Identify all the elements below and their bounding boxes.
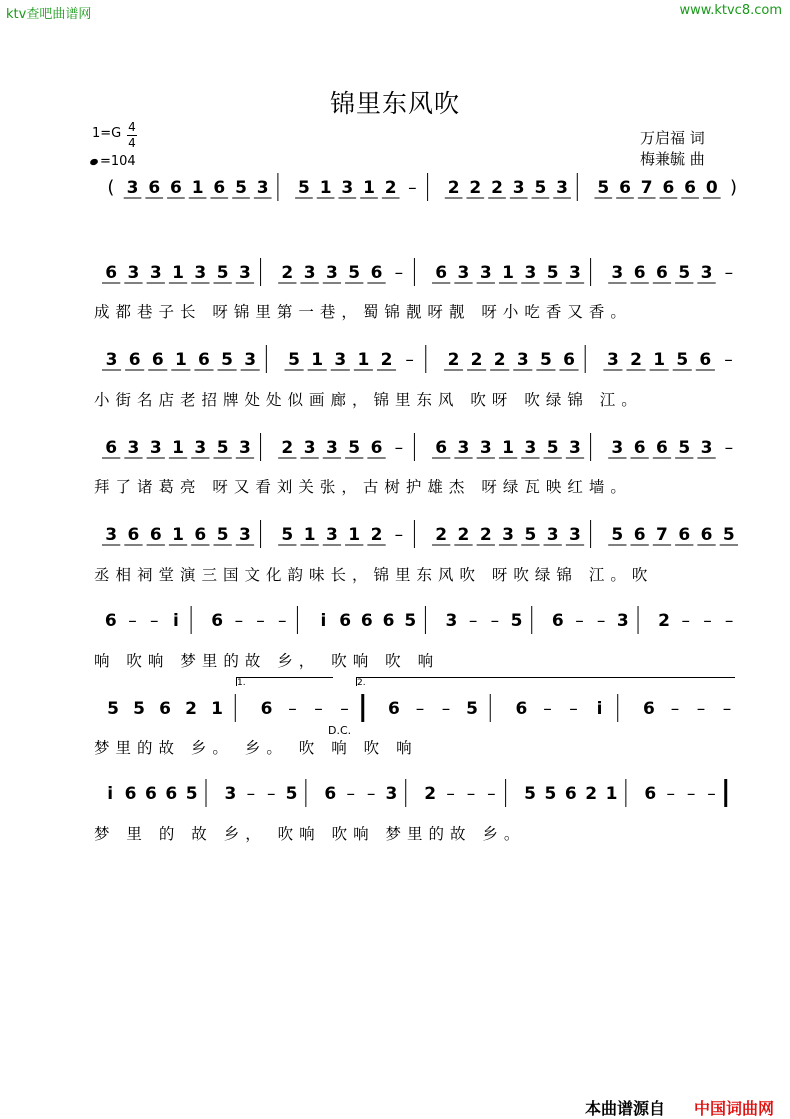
- note: 7: [640, 178, 653, 198]
- note: 2: [435, 525, 448, 545]
- notation-svg: [92, 256, 737, 290]
- note: 6: [145, 784, 157, 804]
- lyric-line-4: 丞相祠堂演三国文化韵味长，锦里东风吹 呀吹绿锦 江。吹: [94, 566, 654, 584]
- note: 3: [244, 350, 257, 370]
- note: 6: [699, 350, 712, 370]
- note: 5: [221, 350, 233, 370]
- extension-dash: –: [466, 784, 476, 804]
- notation-row-6: [92, 604, 737, 638]
- note: 6: [551, 611, 564, 631]
- note: 2: [380, 350, 393, 370]
- note: 5: [285, 784, 298, 804]
- note: 5: [597, 178, 610, 198]
- note: 5: [466, 699, 478, 719]
- notation-row-3: [92, 343, 737, 377]
- note: 6: [515, 699, 528, 719]
- note: 3: [385, 784, 398, 804]
- note: 5: [510, 611, 523, 631]
- extension-dash: –: [394, 438, 404, 458]
- note: 3: [616, 611, 629, 631]
- notation-svg: [92, 343, 737, 377]
- note: 5: [288, 350, 301, 370]
- notation-svg: [92, 518, 737, 552]
- notation-row-7: [92, 692, 737, 726]
- notation-svg: [92, 171, 737, 205]
- notation-svg: [92, 777, 737, 811]
- note: 5: [524, 784, 536, 804]
- note: 5: [348, 438, 361, 458]
- note: 5: [676, 350, 689, 370]
- extension-dash: –: [666, 784, 675, 804]
- note: 5: [298, 178, 310, 198]
- note: 3: [325, 525, 338, 545]
- tempo-marking: [90, 154, 136, 169]
- extension-dash: –: [487, 784, 496, 804]
- note: 0: [705, 178, 718, 198]
- note: 1: [502, 263, 515, 283]
- note: 3: [105, 525, 118, 545]
- note: 3: [457, 263, 470, 283]
- note: 5: [281, 525, 294, 545]
- note: 6: [124, 784, 137, 804]
- notation-svg: [92, 431, 737, 465]
- extension-dash: –: [405, 350, 414, 370]
- note: 5: [539, 350, 552, 370]
- extension-dash: –: [681, 611, 691, 631]
- extension-dash: –: [408, 178, 417, 198]
- note: 3: [303, 263, 316, 283]
- notation-row-2: [92, 256, 737, 290]
- note: 2: [457, 525, 470, 545]
- watermark-right: www.ktvc8.com: [679, 3, 782, 18]
- lyric-line-6: 梦里的故 乡。 乡。 吹 响 吹 响: [94, 739, 418, 757]
- note: 5: [133, 699, 145, 719]
- note: 5: [678, 263, 691, 283]
- note: 2: [491, 178, 503, 198]
- note: 5: [107, 699, 119, 719]
- note: 2: [470, 350, 483, 370]
- note: 2: [281, 438, 294, 458]
- key-signature: 1=G: [92, 126, 122, 141]
- note: 3: [524, 263, 537, 283]
- note: 2: [281, 263, 294, 283]
- note: 2: [447, 178, 460, 198]
- note: 6: [564, 784, 577, 804]
- note: 6: [656, 438, 668, 458]
- extension-dash: –: [490, 611, 500, 631]
- note: 5: [524, 525, 537, 545]
- note: 3: [239, 438, 251, 458]
- note: 1: [172, 525, 184, 545]
- note: 1: [348, 525, 361, 545]
- note: 1: [211, 699, 223, 719]
- extension-dash: –: [394, 263, 404, 283]
- note: 5: [404, 611, 417, 631]
- note: 3: [239, 525, 251, 545]
- extension-dash: –: [446, 784, 455, 804]
- note: 6: [633, 525, 646, 545]
- note: 2: [469, 178, 482, 198]
- note: 3: [479, 263, 492, 283]
- note: 6: [151, 350, 164, 370]
- note: 3: [149, 438, 162, 458]
- note: 2: [630, 350, 642, 370]
- note: 3: [127, 263, 140, 283]
- note: 3: [194, 263, 207, 283]
- notation-row-1: [92, 171, 737, 205]
- note: 6: [149, 525, 162, 545]
- note: 5: [544, 784, 557, 804]
- extension-dash: –: [696, 699, 706, 719]
- note: 2: [370, 525, 383, 545]
- footer-site: 中国词曲网: [694, 1099, 775, 1118]
- note: i: [173, 611, 179, 631]
- note: 6: [213, 178, 226, 198]
- note: 6: [198, 350, 210, 370]
- note: 1: [303, 525, 316, 545]
- repeat-paren: ): [729, 177, 738, 198]
- note: i: [596, 699, 603, 719]
- note: 6: [105, 438, 118, 458]
- note: 3: [700, 263, 713, 283]
- note: 1: [357, 350, 370, 370]
- note: 5: [216, 438, 229, 458]
- note: 3: [457, 438, 470, 458]
- extension-dash: –: [256, 611, 265, 631]
- notation-row-4: [92, 431, 737, 465]
- quarter-note-icon: [89, 157, 99, 165]
- extension-dash: –: [314, 699, 323, 719]
- note: 6: [643, 699, 655, 719]
- note: 5: [348, 263, 361, 283]
- lyricist-credit: 万启福 词: [640, 129, 705, 147]
- note: 1: [191, 178, 204, 198]
- note: 5: [185, 784, 198, 804]
- extension-dash: –: [394, 525, 404, 545]
- page-title: 锦里东风吹: [329, 89, 460, 118]
- extension-dash: –: [346, 784, 355, 804]
- note: 6: [127, 525, 140, 545]
- extension-dash: –: [441, 699, 451, 719]
- note: 3: [546, 525, 559, 545]
- lyric-line-7: 梦 里 的 故 乡， 吹响 吹响 梦里的故 乡。: [94, 825, 526, 843]
- note: 2: [447, 350, 460, 370]
- note: 3: [126, 178, 139, 198]
- extension-dash: –: [722, 699, 732, 719]
- note: i: [107, 784, 114, 804]
- note: 3: [239, 263, 251, 283]
- note: 1: [172, 438, 184, 458]
- extension-dash: –: [575, 611, 584, 631]
- note: 3: [611, 438, 624, 458]
- note: 1: [311, 350, 324, 370]
- note: 6: [435, 263, 448, 283]
- note: 3: [569, 263, 581, 283]
- note: 5: [678, 438, 691, 458]
- note: 3: [303, 438, 316, 458]
- time-signature: [127, 120, 137, 151]
- meter-top: 4: [128, 120, 136, 134]
- note: 3: [341, 178, 354, 198]
- extension-dash: –: [543, 699, 552, 719]
- lyric-line-1: 成都巷子长 呀锦里第一巷，蜀锦靓呀靓 呀小吃香又香。: [94, 303, 632, 321]
- volta-second: 2.: [356, 677, 735, 686]
- extension-dash: –: [670, 699, 680, 719]
- note: 2: [585, 784, 598, 804]
- note: 6: [159, 699, 171, 719]
- note: 3: [194, 438, 207, 458]
- extension-dash: –: [703, 611, 712, 631]
- notation-row-5: [92, 518, 737, 552]
- dc-marking: D.C.: [328, 724, 352, 737]
- note: 5: [534, 178, 547, 198]
- note: 7: [656, 525, 668, 545]
- note: 6: [148, 178, 161, 198]
- lyric-line-5: 响 吹响 梦里的故 乡， 吹响 吹 响: [94, 652, 440, 670]
- note: 6: [370, 438, 383, 458]
- tempo-value: =104: [100, 154, 136, 169]
- note: 3: [700, 438, 713, 458]
- notation-row-8: [92, 777, 737, 811]
- note: 6: [633, 438, 646, 458]
- note: 6: [619, 178, 631, 198]
- note: 2: [658, 611, 670, 631]
- extension-dash: –: [468, 611, 478, 631]
- note: 3: [516, 350, 529, 370]
- note: 6: [700, 525, 713, 545]
- note: 6: [370, 263, 383, 283]
- note: 2: [493, 350, 506, 370]
- note: 3: [105, 350, 118, 370]
- note: 6: [324, 784, 337, 804]
- extension-dash: –: [246, 784, 256, 804]
- note: 5: [235, 178, 247, 198]
- note: 1: [174, 350, 187, 370]
- note: 3: [149, 263, 162, 283]
- note: 3: [224, 784, 237, 804]
- note: 6: [435, 438, 448, 458]
- note: 5: [216, 525, 229, 545]
- extension-dash: –: [724, 350, 733, 370]
- note: 6: [339, 611, 352, 631]
- note: 6: [662, 178, 675, 198]
- note: 1: [319, 178, 332, 198]
- note: 6: [165, 784, 178, 804]
- note: 6: [360, 611, 373, 631]
- note: 6: [678, 525, 691, 545]
- lyric-line-2: 小街名店老招牌处处似画廊，锦里东风 吹呀 吹绿锦 江。: [94, 391, 643, 409]
- lyric-line-3: 拜了诸葛亮 呀又看刘关张，古树护雄杰 呀绿瓦映红墙。: [94, 478, 632, 496]
- note: 6: [656, 263, 668, 283]
- extension-dash: –: [596, 611, 606, 631]
- note: 1: [653, 350, 666, 370]
- note: 3: [512, 178, 525, 198]
- note: 2: [424, 784, 437, 804]
- note: 6: [684, 178, 697, 198]
- composer-credit: 梅兼毓 曲: [640, 150, 705, 168]
- note: 6: [105, 263, 118, 283]
- note: 6: [211, 611, 224, 631]
- note: 6: [644, 784, 657, 804]
- extension-dash: –: [149, 611, 159, 631]
- note: 2: [185, 699, 197, 719]
- extension-dash: –: [724, 438, 734, 458]
- volta-first: 1.: [236, 677, 333, 686]
- note: 3: [127, 438, 140, 458]
- extension-dash: –: [415, 699, 425, 719]
- extension-dash: –: [366, 784, 376, 804]
- note: 5: [611, 525, 624, 545]
- footer-source: 本曲谱源自: [585, 1099, 666, 1118]
- note: 5: [722, 525, 735, 545]
- note: 6: [128, 350, 141, 370]
- note: 6: [388, 699, 400, 719]
- note: 3: [607, 350, 619, 370]
- meter-bottom: 4: [128, 136, 136, 150]
- extension-dash: –: [569, 699, 578, 719]
- extension-dash: –: [234, 611, 244, 631]
- watermark-left: ktv查吧曲谱网: [6, 7, 92, 22]
- note: 3: [569, 525, 581, 545]
- note: 3: [334, 350, 347, 370]
- note: 1: [605, 784, 618, 804]
- notation-svg: [92, 604, 737, 638]
- extension-dash: –: [707, 784, 716, 804]
- note: 2: [479, 525, 492, 545]
- extension-dash: –: [128, 611, 137, 631]
- note: 1: [363, 178, 375, 198]
- note: 6: [104, 611, 117, 631]
- extension-dash: –: [277, 611, 287, 631]
- note: 2: [384, 178, 397, 198]
- note: 3: [256, 178, 269, 198]
- note: i: [320, 611, 327, 631]
- note: 6: [170, 178, 182, 198]
- note: 1: [502, 438, 515, 458]
- note: 5: [546, 263, 559, 283]
- extension-dash: –: [724, 611, 734, 631]
- extension-dash: –: [724, 263, 734, 283]
- note: 6: [260, 699, 273, 719]
- note: 3: [524, 438, 537, 458]
- note: 1: [172, 263, 184, 283]
- note: 6: [633, 263, 646, 283]
- note: 6: [563, 350, 575, 370]
- extension-dash: –: [288, 699, 297, 719]
- note: 5: [546, 438, 559, 458]
- note: 3: [502, 525, 515, 545]
- repeat-paren: (: [107, 177, 115, 198]
- note: 3: [569, 438, 581, 458]
- note: 3: [325, 263, 338, 283]
- note: 3: [556, 178, 569, 198]
- note: 3: [325, 438, 338, 458]
- extension-dash: –: [266, 784, 276, 804]
- extension-dash: –: [340, 699, 349, 719]
- note: 3: [611, 263, 624, 283]
- note: 3: [445, 611, 458, 631]
- extension-dash: –: [686, 784, 696, 804]
- note: 5: [216, 263, 229, 283]
- note: 3: [479, 438, 492, 458]
- note: 6: [194, 525, 207, 545]
- notation-svg: [92, 692, 737, 726]
- note: 6: [382, 611, 395, 631]
